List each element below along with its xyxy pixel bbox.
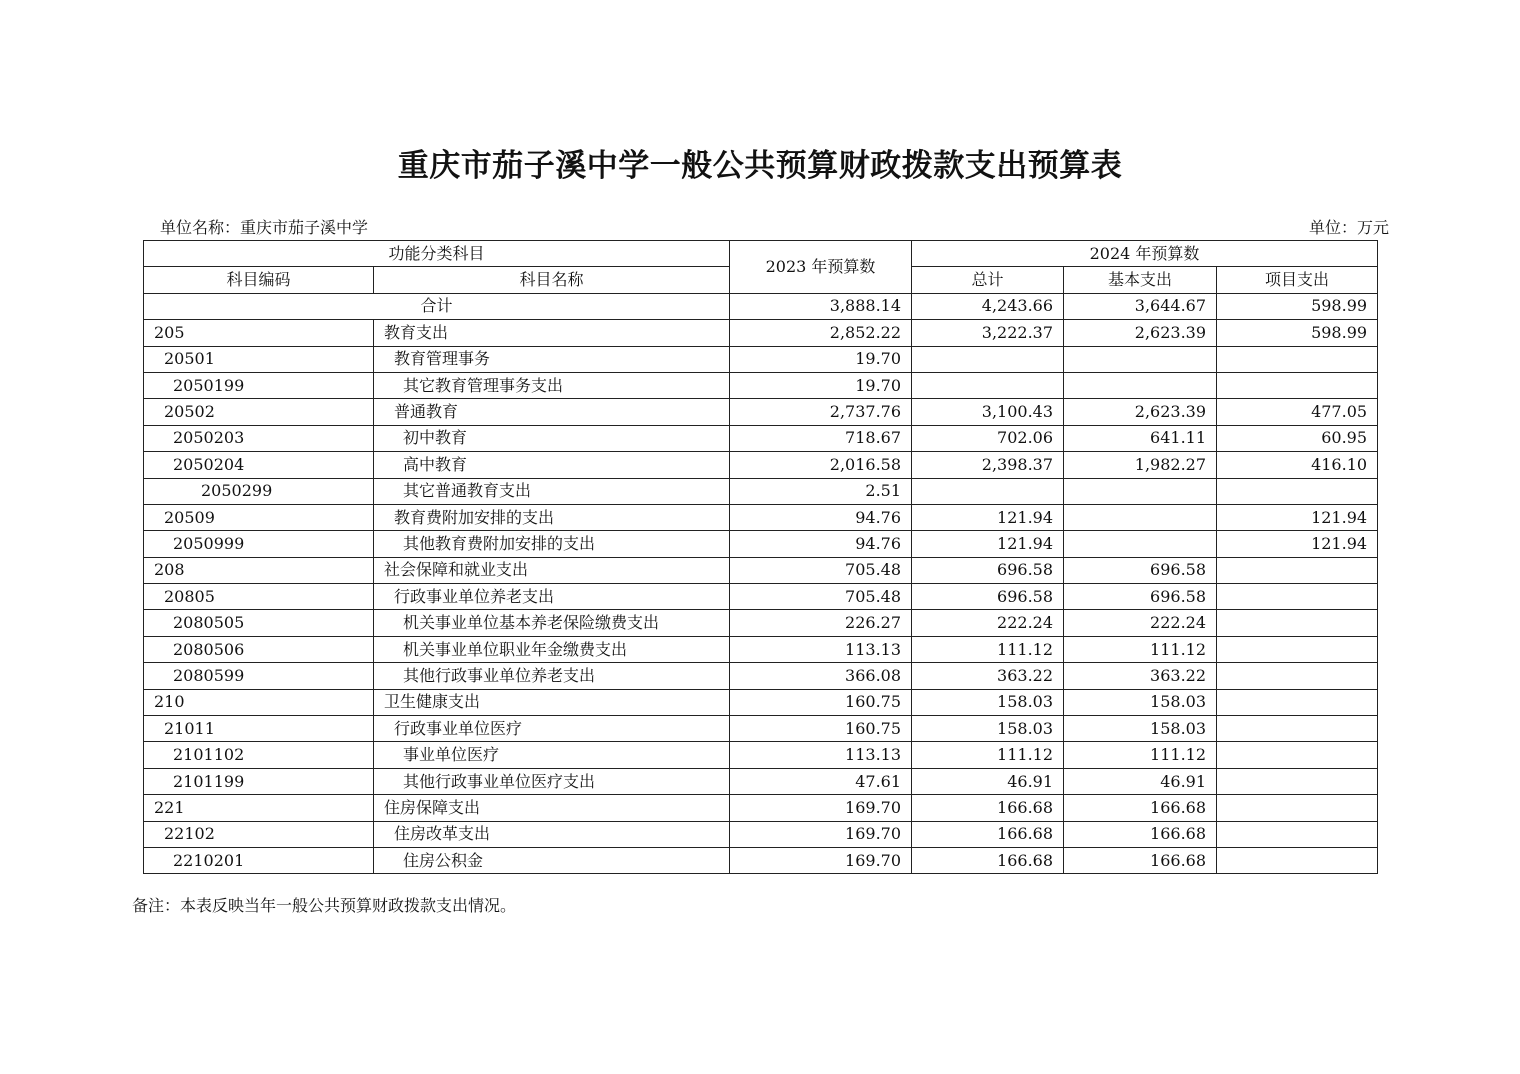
row-budget-2024-basic [1064,478,1217,504]
row-budget-2024-project [1217,584,1378,610]
row-budget-2024-total: 363.22 [912,663,1064,689]
row-budget-2023: 366.08 [730,663,912,689]
row-code: 2210201 [144,847,374,873]
row-budget-2023: 169.70 [730,795,912,821]
row-budget-2024-project [1217,636,1378,662]
row-name: 行政事业单位医疗 [374,716,730,742]
row-budget-2024-total: 3,222.37 [912,320,1064,346]
row-budget-2024-project: 60.95 [1217,425,1378,451]
row-name: 机关事业单位职业年金缴费支出 [374,636,730,662]
row-budget-2024-basic: 1,982.27 [1064,452,1217,478]
row-budget-2024-basic: 158.03 [1064,689,1217,715]
table-row [144,372,1378,398]
table-row [144,584,1378,610]
row-name: 住房改革支出 [374,821,730,847]
row-name: 卫生健康支出 [374,689,730,715]
row-budget-2024-project [1217,610,1378,636]
row-budget-2024-basic: 158.03 [1064,716,1217,742]
row-name: 其他教育费附加安排的支出 [374,531,730,557]
row-budget-2024-project [1217,557,1378,583]
row-name: 其他行政事业单位养老支出 [374,663,730,689]
table-row [144,557,1378,583]
total-row [144,293,1378,319]
header-name: 科目名称 [374,267,730,293]
row-code: 20509 [144,504,374,530]
row-code: 2050299 [144,478,374,504]
row-code: 2050203 [144,425,374,451]
row-budget-2023: 160.75 [730,689,912,715]
row-budget-2023: 2.51 [730,478,912,504]
row-code: 205 [144,320,374,346]
row-budget-2024-total: 111.12 [912,742,1064,768]
header-func-category: 功能分类科目 [144,241,730,267]
row-budget-2024-basic: 641.11 [1064,425,1217,451]
row-budget-2024-project [1217,847,1378,873]
row-budget-2024-basic [1064,531,1217,557]
row-budget-2024-total [912,478,1064,504]
row-budget-2024-project: 121.94 [1217,504,1378,530]
row-name: 社会保障和就业支出 [374,557,730,583]
row-budget-2024-total: 696.58 [912,557,1064,583]
total-label: 合计 [144,293,730,319]
page-title: 重庆市茄子溪中学一般公共预算财政拨款支出预算表 [397,148,1123,184]
table-row [144,636,1378,662]
table-row [144,504,1378,530]
row-budget-2024-basic: 166.68 [1064,847,1217,873]
table-row [144,531,1378,557]
row-budget-2024-basic: 111.12 [1064,636,1217,662]
header-project: 项目支出 [1217,267,1378,293]
header-code: 科目编码 [144,267,374,293]
total-2024-basic: 3,644.67 [1064,293,1217,319]
row-budget-2023: 169.70 [730,821,912,847]
unit-name-label: 单位名称：重庆市茄子溪中学 [160,218,369,237]
row-name: 住房保障支出 [374,795,730,821]
table-row [144,320,1378,346]
row-budget-2024-basic: 2,623.39 [1064,399,1217,425]
table-row [144,399,1378,425]
row-budget-2024-basic [1064,504,1217,530]
row-budget-2024-total: 222.24 [912,610,1064,636]
row-code: 221 [144,795,374,821]
row-code: 2080599 [144,663,374,689]
row-budget-2024-project [1217,346,1378,372]
table-row [144,689,1378,715]
row-budget-2024-total: 166.68 [912,847,1064,873]
row-code: 2080506 [144,636,374,662]
row-code: 22102 [144,821,374,847]
row-code: 2050199 [144,372,374,398]
row-budget-2024-project: 121.94 [1217,531,1378,557]
row-name: 教育管理事务 [374,346,730,372]
row-name: 事业单位医疗 [374,742,730,768]
row-budget-2023: 113.13 [730,742,912,768]
row-budget-2023: 705.48 [730,584,912,610]
header-row-1 [144,241,1378,267]
row-budget-2023: 2,016.58 [730,452,912,478]
row-code: 20501 [144,346,374,372]
row-budget-2023: 94.76 [730,504,912,530]
row-code: 2050999 [144,531,374,557]
row-budget-2024-basic: 111.12 [1064,742,1217,768]
row-budget-2023: 718.67 [730,425,912,451]
table-row [144,847,1378,873]
row-budget-2024-basic: 166.68 [1064,821,1217,847]
table-row [144,610,1378,636]
row-name: 其他行政事业单位医疗支出 [374,768,730,794]
row-budget-2024-total: 158.03 [912,689,1064,715]
row-budget-2024-project [1217,478,1378,504]
row-code: 208 [144,557,374,583]
row-budget-2024-total: 121.94 [912,504,1064,530]
table-row [144,795,1378,821]
row-budget-2023: 2,852.22 [730,320,912,346]
row-budget-2024-basic: 696.58 [1064,557,1217,583]
row-name: 教育支出 [374,320,730,346]
row-code: 20805 [144,584,374,610]
row-budget-2024-total [912,346,1064,372]
row-budget-2024-basic: 222.24 [1064,610,1217,636]
table-row [144,478,1378,504]
row-budget-2024-project [1217,372,1378,398]
row-budget-2023: 94.76 [730,531,912,557]
row-name: 其它教育管理事务支出 [374,372,730,398]
row-budget-2024-project [1217,742,1378,768]
row-budget-2023: 705.48 [730,557,912,583]
row-budget-2023: 113.13 [730,636,912,662]
row-budget-2024-total: 158.03 [912,716,1064,742]
table-row [144,346,1378,372]
table-row [144,452,1378,478]
row-budget-2024-total: 696.58 [912,584,1064,610]
row-budget-2024-basic: 46.91 [1064,768,1217,794]
total-2023: 3,888.14 [730,293,912,319]
row-name: 普通教育 [374,399,730,425]
row-budget-2024-project [1217,716,1378,742]
header-total: 总计 [912,267,1064,293]
row-name: 高中教育 [374,452,730,478]
row-budget-2024-total: 111.12 [912,636,1064,662]
row-budget-2024-total: 702.06 [912,425,1064,451]
row-budget-2023: 47.61 [730,768,912,794]
row-budget-2024-total: 2,398.37 [912,452,1064,478]
row-code: 2101102 [144,742,374,768]
currency-unit-label: 单位：万元 [1308,218,1389,237]
row-budget-2023: 160.75 [730,716,912,742]
table-row [144,663,1378,689]
table-row [144,742,1378,768]
table-row [144,821,1378,847]
row-budget-2024-project [1217,795,1378,821]
row-budget-2024-total: 46.91 [912,768,1064,794]
row-budget-2024-basic: 2,623.39 [1064,320,1217,346]
row-code: 2101199 [144,768,374,794]
row-budget-2024-basic [1064,346,1217,372]
row-budget-2024-project: 598.99 [1217,320,1378,346]
row-budget-2024-basic: 696.58 [1064,584,1217,610]
row-budget-2024-basic: 166.68 [1064,795,1217,821]
row-name: 行政事业单位养老支出 [374,584,730,610]
row-budget-2024-total: 166.68 [912,821,1064,847]
row-name: 机关事业单位基本养老保险缴费支出 [374,610,730,636]
row-code: 210 [144,689,374,715]
row-budget-2024-project: 477.05 [1217,399,1378,425]
table-row [144,425,1378,451]
row-budget-2024-project [1217,768,1378,794]
row-budget-2024-basic [1064,372,1217,398]
row-budget-2024-total [912,372,1064,398]
row-code: 20502 [144,399,374,425]
row-budget-2024-total: 166.68 [912,795,1064,821]
total-2024-project: 598.99 [1217,293,1378,319]
header-budget-2024: 2024 年预算数 [912,241,1378,267]
row-budget-2023: 19.70 [730,346,912,372]
row-name: 教育费附加安排的支出 [374,504,730,530]
row-budget-2024-project [1217,689,1378,715]
row-budget-2023: 19.70 [730,372,912,398]
total-2024-total: 4,243.66 [912,293,1064,319]
table-row [144,716,1378,742]
row-budget-2024-project [1217,821,1378,847]
header-budget-2023: 2023 年预算数 [730,241,912,294]
footnote: 备注：本表反映当年一般公共预算财政拨款支出情况。 [132,896,517,915]
row-code: 2050204 [144,452,374,478]
row-budget-2023: 2,737.76 [730,399,912,425]
row-name: 初中教育 [374,425,730,451]
row-budget-2024-total: 121.94 [912,531,1064,557]
row-name: 住房公积金 [374,847,730,873]
row-budget-2023: 226.27 [730,610,912,636]
header-basic: 基本支出 [1064,267,1217,293]
row-code: 21011 [144,716,374,742]
row-budget-2023: 169.70 [730,847,912,873]
row-budget-2024-project: 416.10 [1217,452,1378,478]
row-name: 其它普通教育支出 [374,478,730,504]
budget-table [143,240,1378,874]
row-budget-2024-total: 3,100.43 [912,399,1064,425]
row-code: 2080505 [144,610,374,636]
row-budget-2024-project [1217,663,1378,689]
row-budget-2024-basic: 363.22 [1064,663,1217,689]
table-row [144,768,1378,794]
